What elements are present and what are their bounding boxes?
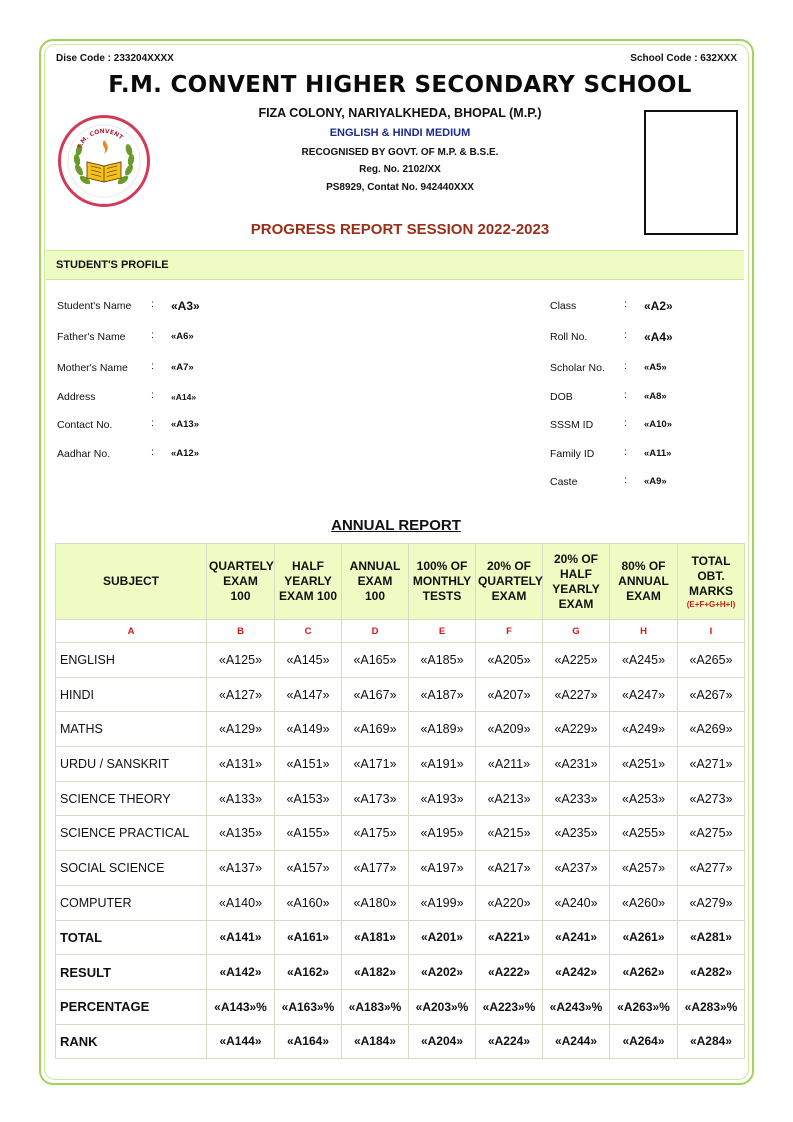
marks-cell: «A283»%: [678, 989, 745, 1024]
subject-name: HINDI: [56, 677, 207, 712]
profile-colon: :: [624, 360, 627, 372]
subject-row: [56, 747, 745, 782]
profile-colon: :: [151, 417, 154, 429]
subject-name: PERCENTAGE: [56, 989, 207, 1024]
family-id-value: «A11»: [644, 448, 672, 459]
marks-cell: «A262»: [610, 955, 678, 990]
dob-value: «A8»: [644, 391, 667, 402]
col-header-quartely: QUARTELY EXAM 100: [207, 544, 275, 620]
col-header-total: TOTAL OBT. MARKS (E+F+G+H+I): [678, 544, 745, 620]
marks-cell: «A227»: [543, 677, 610, 712]
marks-cell: «A277»: [678, 851, 745, 886]
marks-cell: «A144»: [207, 1024, 275, 1059]
subject-row: [56, 885, 745, 920]
marks-cell: «A167»: [342, 677, 409, 712]
aadhar-value: «A12»: [171, 448, 199, 459]
marks-cell: «A131»: [207, 747, 275, 782]
profile-colon: :: [624, 474, 627, 486]
marks-cell: «A153»: [275, 781, 342, 816]
report-title: PROGRESS REPORT SESSION 2022-2023: [250, 221, 550, 238]
marks-cell: «A135»: [207, 816, 275, 851]
col-header-half-yearly: HALF YEARLY EXAM 100: [275, 544, 342, 620]
annual-marks-table: [55, 543, 745, 1059]
subject-name: URDU / SANSKRIT: [56, 747, 207, 782]
marks-cell: «A169»: [342, 712, 409, 747]
caste-value: «A9»: [644, 476, 667, 487]
sssm-id-value: «A10»: [644, 419, 672, 430]
marks-cell: «A223»%: [476, 989, 543, 1024]
profile-colon: :: [151, 446, 154, 458]
marks-cell: «A155»: [275, 816, 342, 851]
marks-cell: «A141»: [207, 920, 275, 955]
marks-cell: «A187»: [409, 677, 476, 712]
marks-cell: «A162»: [275, 955, 342, 990]
profile-colon: :: [624, 298, 627, 310]
marks-cell: «A284»: [678, 1024, 745, 1059]
class-value: «A2»: [644, 299, 673, 313]
school-medium: ENGLISH & HINDI MEDIUM: [329, 127, 471, 139]
profile-colon: :: [151, 360, 154, 372]
marks-cell: «A255»: [610, 816, 678, 851]
school-logo-icon: [58, 115, 150, 207]
marks-cell: «A140»: [207, 885, 275, 920]
profile-label: Contact No.: [57, 419, 113, 431]
marks-cell: «A279»: [678, 885, 745, 920]
marks-cell: «A191»: [409, 747, 476, 782]
marks-cell: «A211»: [476, 747, 543, 782]
subject-name: RANK: [56, 1024, 207, 1059]
marks-cell: «A231»: [543, 747, 610, 782]
col-header-20-quartely: 20% OF QUARTELY EXAM: [476, 544, 543, 620]
marks-cell: «A203»%: [409, 989, 476, 1024]
marks-cell: «A240»: [543, 885, 610, 920]
marks-cell: «A151»: [275, 747, 342, 782]
subject-row: [56, 677, 745, 712]
school-contact: PS8929, Contat No. 942440XXX: [326, 182, 474, 193]
marks-cell: «A242»: [543, 955, 610, 990]
profile-colon: :: [151, 298, 154, 310]
scholar-no-value: «A5»: [644, 362, 667, 373]
col-header-subject: SUBJECT: [56, 544, 207, 620]
contact-value: «A13»: [171, 419, 199, 430]
marks-cell: «A171»: [342, 747, 409, 782]
marks-cell: «A215»: [476, 816, 543, 851]
profile-label: Scholar No.: [550, 362, 605, 374]
student-name-value: «A3»: [171, 299, 200, 313]
marks-cell: «A261»: [610, 920, 678, 955]
col-header-monthly-tests: 100% OF MONTHLY TESTS: [409, 544, 476, 620]
subject-row: [56, 851, 745, 886]
profile-label: DOB: [550, 391, 573, 403]
profile-section-header: [46, 250, 744, 280]
marks-cell: «A229»: [543, 712, 610, 747]
school-reg-no: Reg. No. 2102/XX: [359, 164, 441, 175]
total-formula-note: (E+F+G+H+I): [686, 599, 736, 609]
profile-label: SSSM ID: [550, 419, 594, 431]
marks-cell: «A245»: [610, 643, 678, 678]
school-address: FIZA COLONY, NARIYALKHEDA, BHOPAL (M.P.): [258, 106, 542, 120]
school-code: School Code : 632XXX: [630, 53, 737, 64]
marks-cell: «A145»: [275, 643, 342, 678]
marks-cell: «A241»: [543, 920, 610, 955]
summary-row: [56, 1024, 745, 1059]
profile-label: Father's Name: [57, 331, 126, 343]
subject-name: ENGLISH: [56, 643, 207, 678]
marks-cell: «A164»: [275, 1024, 342, 1059]
marks-cell: «A267»: [678, 677, 745, 712]
marks-cell: «A147»: [275, 677, 342, 712]
profile-colon: :: [151, 329, 154, 341]
marks-cell: «A143»%: [207, 989, 275, 1024]
school-name: F.M. CONVENT HIGHER SECONDARY SCHOOL: [108, 72, 692, 98]
summary-row: [56, 920, 745, 955]
marks-cell: «A195»: [409, 816, 476, 851]
profile-colon: :: [151, 389, 154, 401]
marks-cell: «A177»: [342, 851, 409, 886]
marks-cell: «A235»: [543, 816, 610, 851]
marks-cell: «A165»: [342, 643, 409, 678]
marks-cell: «A222»: [476, 955, 543, 990]
profile-colon: :: [624, 329, 627, 341]
marks-cell: «A182»: [342, 955, 409, 990]
school-recognition: RECOGNISED BY GOVT. OF M.P. & B.S.E.: [301, 147, 499, 158]
subject-name: SOCIAL SCIENCE: [56, 851, 207, 886]
profile-label: Address: [57, 391, 96, 403]
subject-name: MATHS: [56, 712, 207, 747]
marks-cell: «A260»: [610, 885, 678, 920]
student-photo-box: [644, 110, 738, 235]
col-header-80-annual: 80% OF ANNUAL EXAM: [610, 544, 678, 620]
marks-cell: «A197»: [409, 851, 476, 886]
subject-row: [56, 643, 745, 678]
marks-cell: «A173»: [342, 781, 409, 816]
marks-cell: «A244»: [543, 1024, 610, 1059]
marks-cell: «A221»: [476, 920, 543, 955]
father-name-value: «A6»: [171, 331, 194, 342]
marks-cell: «A251»: [610, 747, 678, 782]
marks-cell: «A160»: [275, 885, 342, 920]
profile-colon: :: [624, 417, 627, 429]
subject-row: [56, 781, 745, 816]
profile-label: Aadhar No.: [57, 448, 111, 460]
subject-row: [56, 712, 745, 747]
marks-cell: «A207»: [476, 677, 543, 712]
marks-cell: «A204»: [409, 1024, 476, 1059]
marks-cell: «A163»%: [275, 989, 342, 1024]
marks-cell: «A275»: [678, 816, 745, 851]
marks-cell: «A217»: [476, 851, 543, 886]
marks-cell: «A183»%: [342, 989, 409, 1024]
marks-cell: «A224»: [476, 1024, 543, 1059]
marks-cell: «A181»: [342, 920, 409, 955]
marks-cell: «A125»: [207, 643, 275, 678]
marks-cell: «A185»: [409, 643, 476, 678]
marks-cell: «A161»: [275, 920, 342, 955]
marks-cell: «A237»: [543, 851, 610, 886]
marks-cell: «A281»: [678, 920, 745, 955]
profile-colon: :: [624, 389, 627, 401]
marks-cell: «A225»: [543, 643, 610, 678]
subject-name: SCIENCE THEORY: [56, 781, 207, 816]
marks-cell: «A142»: [207, 955, 275, 990]
marks-cell: «A129»: [207, 712, 275, 747]
mother-name-value: «A7»: [171, 362, 194, 373]
marks-cell: «A213»: [476, 781, 543, 816]
marks-cell: «A180»: [342, 885, 409, 920]
dise-code: Dise Code : 233204XXXX: [56, 53, 174, 64]
marks-cell: «A264»: [610, 1024, 678, 1059]
marks-cell: «A202»: [409, 955, 476, 990]
marks-cell: «A205»: [476, 643, 543, 678]
marks-cell: «A137»: [207, 851, 275, 886]
marks-cell: «A149»: [275, 712, 342, 747]
annual-report-title: ANNUAL REPORT: [331, 517, 461, 534]
marks-cell: «A175»: [342, 816, 409, 851]
profile-label: Student's Name: [57, 300, 132, 312]
marks-cell: «A282»: [678, 955, 745, 990]
profile-label: Mother's Name: [57, 362, 128, 374]
profile-section-title: STUDENT'S PROFILE: [56, 259, 169, 271]
profile-label: Caste: [550, 476, 578, 488]
marks-cell: «A265»: [678, 643, 745, 678]
subject-name: SCIENCE PRACTICAL: [56, 816, 207, 851]
marks-cell: «A273»: [678, 781, 745, 816]
marks-cell: «A189»: [409, 712, 476, 747]
profile-label: Class: [550, 300, 577, 312]
subject-name: RESULT: [56, 955, 207, 990]
marks-cell: «A201»: [409, 920, 476, 955]
profile-label: Roll No.: [550, 331, 588, 343]
address-value: «A14»: [171, 392, 197, 402]
marks-cell: «A257»: [610, 851, 678, 886]
summary-row: [56, 989, 745, 1024]
profile-colon: :: [624, 446, 627, 458]
marks-cell: «A243»%: [543, 989, 610, 1024]
col-header-annual: ANNUAL EXAM 100: [342, 544, 409, 620]
column-letters-row: A B C D E F G H I: [56, 620, 745, 643]
marks-cell: «A184»: [342, 1024, 409, 1059]
roll-no-value: «A4»: [644, 330, 673, 344]
subject-row: [56, 816, 745, 851]
marks-cell: «A209»: [476, 712, 543, 747]
marks-cell: «A247»: [610, 677, 678, 712]
subject-name: COMPUTER: [56, 885, 207, 920]
marks-cell: «A271»: [678, 747, 745, 782]
marks-cell: «A253»: [610, 781, 678, 816]
svg-text:F.M. CONVENT: F.M. CONVENT: [76, 127, 125, 150]
marks-cell: «A233»: [543, 781, 610, 816]
marks-cell: «A133»: [207, 781, 275, 816]
marks-cell: «A157»: [275, 851, 342, 886]
marks-cell: «A127»: [207, 677, 275, 712]
marks-cell: «A193»: [409, 781, 476, 816]
marks-cell: «A220»: [476, 885, 543, 920]
summary-row: [56, 955, 745, 990]
marks-cell: «A269»: [678, 712, 745, 747]
marks-cell: «A199»: [409, 885, 476, 920]
profile-label: Family ID: [550, 448, 595, 460]
col-header-20-half-yearly: 20% OF HALF YEARLY EXAM: [543, 544, 610, 620]
marks-cell: «A263»%: [610, 989, 678, 1024]
subject-name: TOTAL: [56, 920, 207, 955]
marks-cell: «A249»: [610, 712, 678, 747]
